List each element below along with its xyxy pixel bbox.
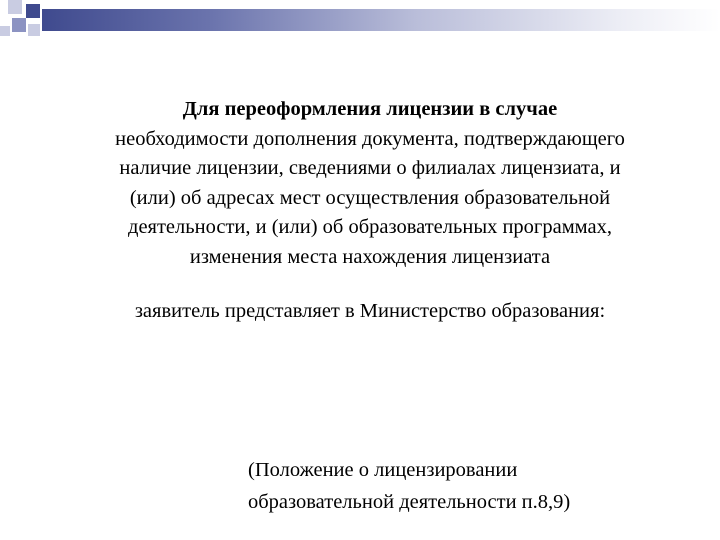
regulation-note-line: образовательной деятельности п.8,9) [248,491,571,513]
heading-line: наличие лицензии, сведениями о филиалах лицензиата, и [119,157,621,179]
decor-square [28,24,40,36]
main-heading [60,95,680,272]
heading-line: деятельности, и (или) об образовательных программах, [128,216,612,238]
decor-square [12,18,26,32]
heading-line: изменения места нахождения лицензиата [189,245,551,268]
decor-square [0,26,10,36]
header-decoration [0,0,720,40]
regulation-note-line: (Положение о лицензировании [248,459,518,481]
decor-square [26,4,40,18]
decor-square [8,0,22,14]
heading-line: (или) об адресах мест осуществления образовательной [129,186,611,209]
heading-bold-line: Для переоформления лицензии в случае [182,98,558,120]
applicant-text: заявитель представляет в Министерство образования: [134,300,606,322]
header-gradient-bar [42,9,720,31]
heading-line: необходимости дополнения документа, подтверждающего [115,127,625,150]
regulation-note [248,454,688,518]
